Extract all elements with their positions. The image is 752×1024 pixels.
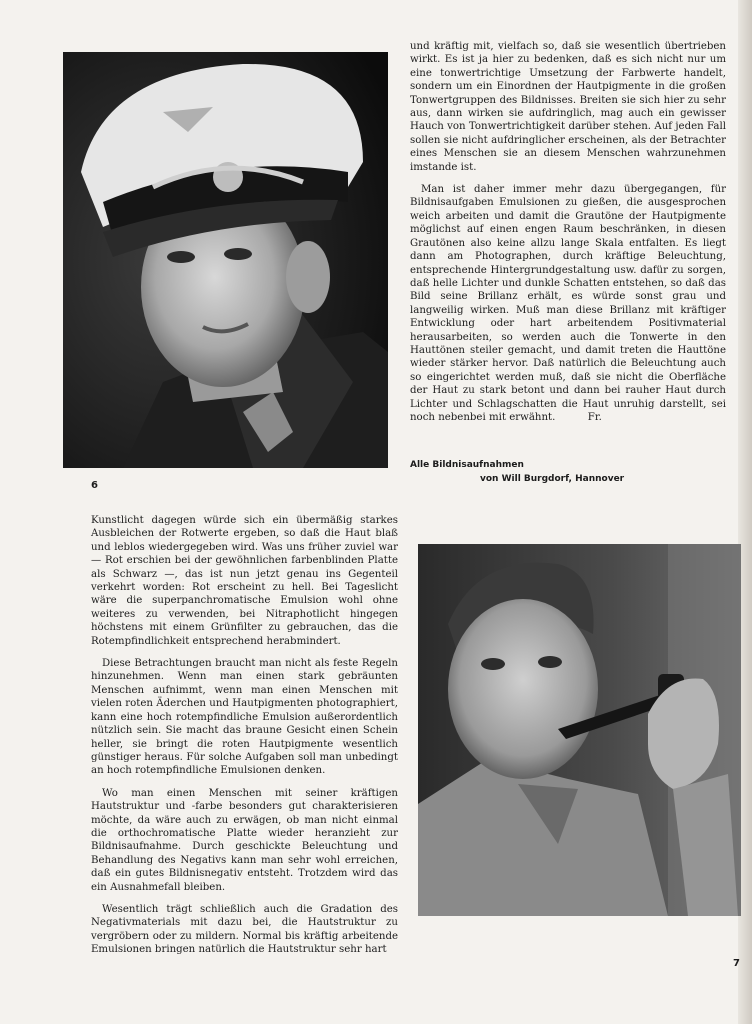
author-initials: Fr. xyxy=(587,411,602,423)
paragraph-text: Man ist daher immer mehr dazu übergegangen, für Bildnisaufgaben Emulsionen zu gießen, die ausgesprochen weich arbeiten und damit die Grautöne der Hautpigmente möglichst auf einen engen Raum beschränken, in diesen Grautönen also keine allzu lange Skala entfalten. Es liegt dann am Photographen, durch kräftige Beleuchtung, entsprechende Hintergrundgestaltung usw. dafür zu sorgen, daß helle Lichter und dunkle Schatten entstehen, so daß das Bild seine Brillanz erhält, es würde sonst grau und langweilig wirken. Muß man diese Brillanz mit kräftiger Entwicklung oder hart arbeitendem Positivmaterial herausarbeiten, so werden auch die Tonwerte in den Hauttönen steiler gemacht, und damit treten die Hauttöne wieder stärker hervor. Daß natürlich die Beleuchtung auch so eingerichtet werden muß, daß sie nicht die Oberfläche der Haut zu stark betont und dann bei rauher Haut durch Lichter und Schlagschatten die Haut unruhig darstellt, sei noch nebenbei mit erwähnt. xyxy=(410,184,726,423)
text-column-left xyxy=(91,514,398,966)
credit-line-2: von Will Burgdorf, Hannover xyxy=(480,474,625,484)
page-number: 7 xyxy=(733,958,740,969)
paragraph: und kräftig mit, vielfach so, daß sie wesentlich übertrieben wirkt. Es ist ja hier zu bedenken, daß es sich nicht nur um eine tonwertrichtige Umsetzung der Farbwerte handelt, sondern um ein Einordnen der Hautpigmente in die großen Tonwertgruppen des Bildnisses. Breiten sie sich hier zu sehr aus, dann wirken sie aufdringlich, mag auch ein gewisser Hauch von Tonwertrichtigkeit darüber stehen. Auf jeden Fall sollen sie nicht aufdringlicher erscheinen, als der Betrachter eines Menschen sie an diesem Menschen wahrzunehmen imstande ist. xyxy=(410,41,726,173)
paragraph: Wesentlich trägt schließlich auch die Gradation des Negativmaterials mit dazu bei, die Hautstruktur zu vergröbern oder zu mildern. Normal bis kräftig arbeitende Emulsionen bringen natürlich die Hautstruktur sehr hart xyxy=(91,903,398,956)
photo-credit xyxy=(410,458,726,486)
paragraph: Wo man einen Menschen mit seiner kräftigen Hautstruktur und -farbe besonders gut charakterisieren möchte, da wäre auch zu erwägen, ob man nicht einmal die orthochromatische Platte wieder heranzieht zur Bildnisaufnahme. Durch geschickte Beleuchtung und Behandlung des Negativs kann man sehr wohl erreichen, daß ein gutes Bildnisnegativ entsteht. Trotzdem wird das ein Ausnahmefall bleiben. xyxy=(91,787,398,893)
paragraph xyxy=(410,183,726,424)
portrait-photo-pipe xyxy=(418,544,741,916)
text-column-right xyxy=(410,40,726,433)
portrait-photo-cap xyxy=(63,52,388,468)
credit-line-1: Alle Bildnisaufnahmen xyxy=(410,460,524,470)
figure-number: 6 xyxy=(91,480,98,491)
paragraph: Diese Betrachtungen braucht man nicht als feste Regeln hinzunehmen. Wenn man einen stark gebräunten Menschen aufnimmt, wenn man einen Menschen mit vielen roten Äderchen und Hautpigmenten photographiert, kann eine hoch rotempfindliche Emulsion außerordentlich nützlich sein. Sie macht das braune Gesicht einen Schein heller, sie bringt die roten Hautpigmente wesentlich günstiger heraus. Für solche Aufgaben soll man unbedingt an hoch rotempfindliche Emulsionen denken. xyxy=(91,658,398,777)
paragraph: Kunstlicht dagegen würde sich ein übermäßig starkes Ausbleichen der Rotwerte ergeben, so daß die Haut blaß und leblos wiedergegeben wird. Was uns früher zuviel war — Rot erschien bei der gewöhnlichen farbenblinden Platte als Schwarz —, das ist nun jetzt genau ins Gegenteil verkehrt worden: Rot erscheint zu hell. Bei Tageslicht wäre die superpanchromatische Emulsion wohl ohne weiteres zu verwenden, bei Nitraphotlicht hingegen höchstens mit einem Grünfilter zu gebrauchen, das die Rotempfindlichkeit entsprechend herabmindert. xyxy=(91,515,398,647)
